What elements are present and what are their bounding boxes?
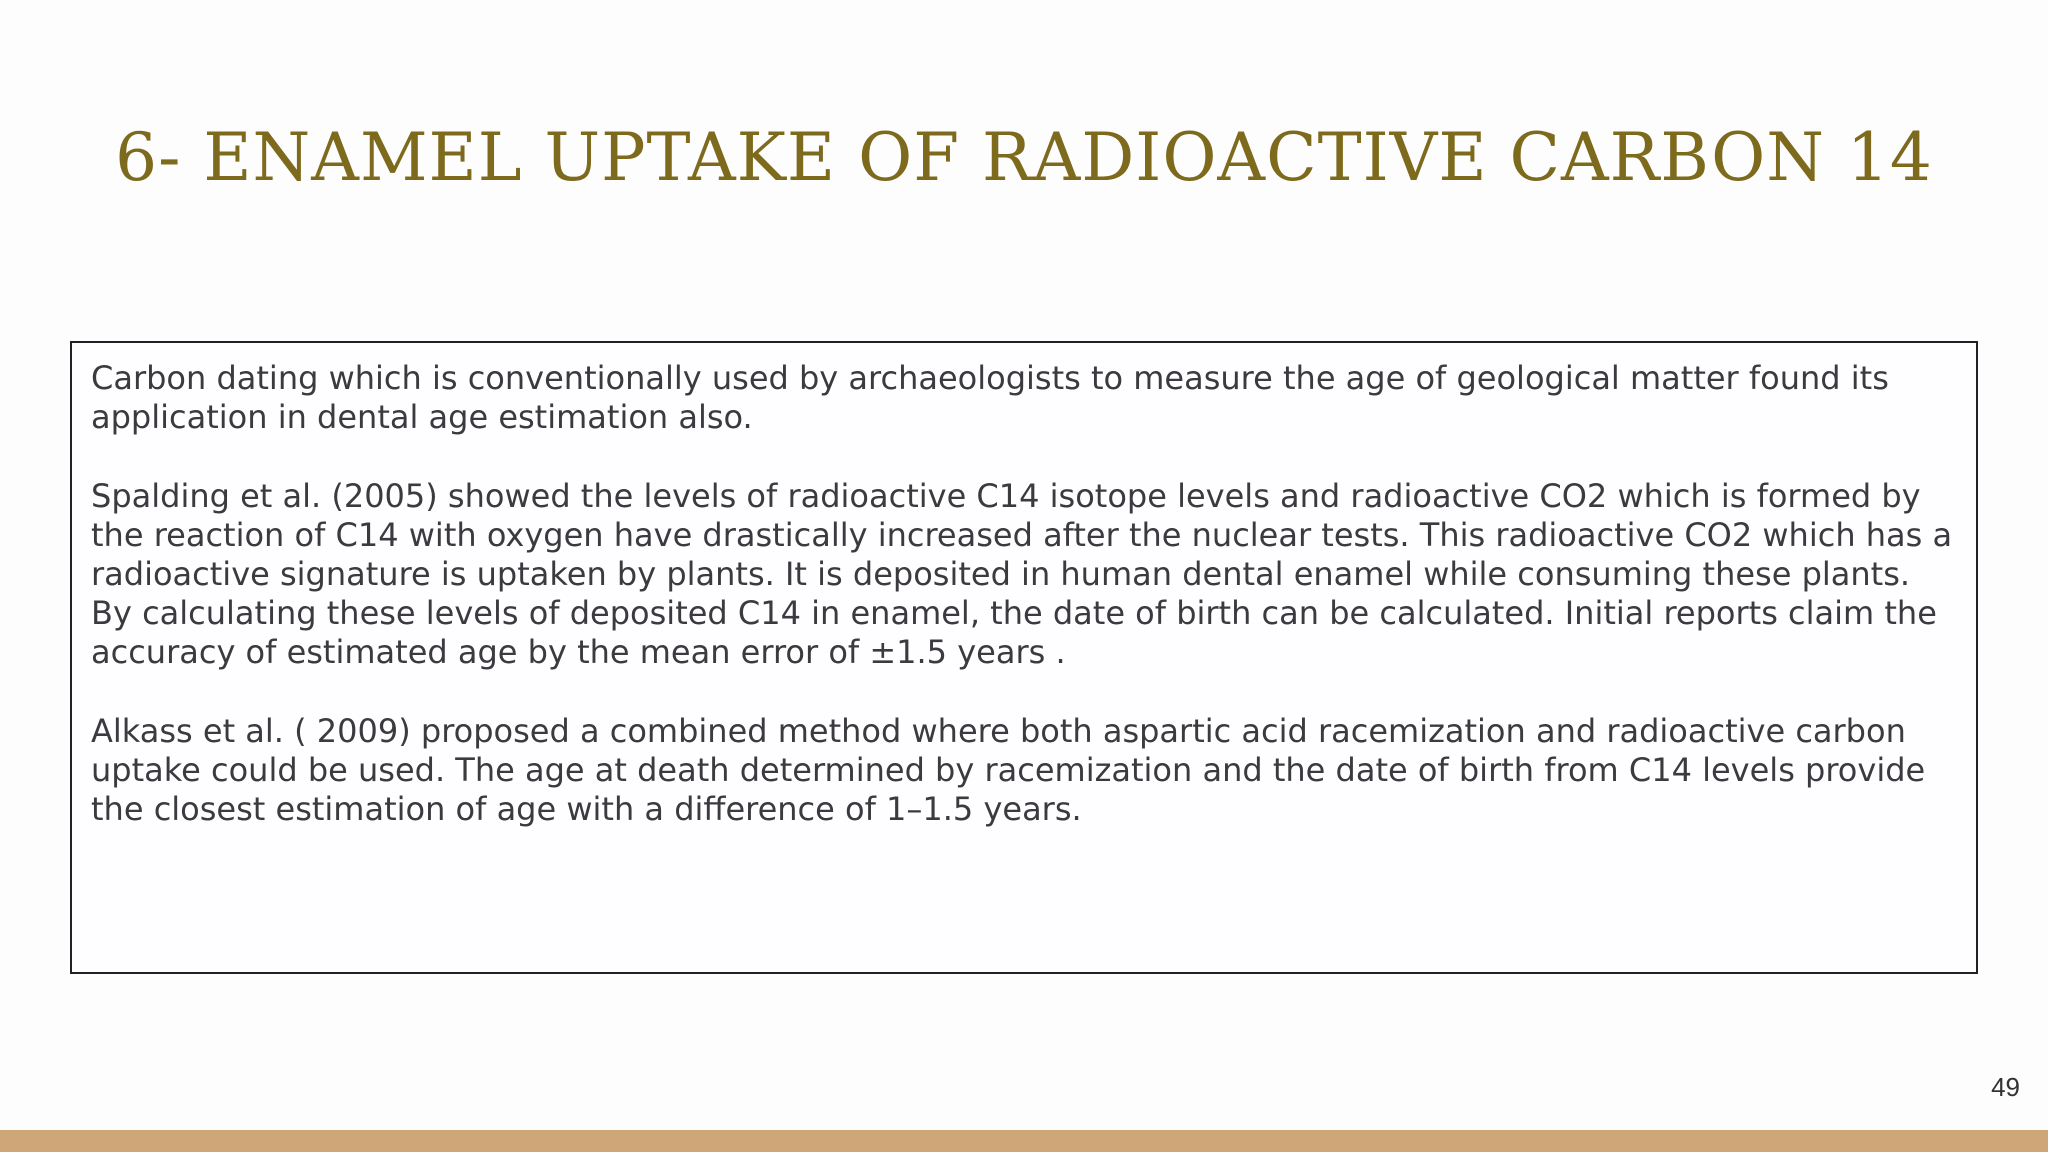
slide-title: 6- ENAMEL UPTAKE OF RADIOACTIVE CARBON 14 [115,119,1933,196]
page-number: 49 [1991,1072,2020,1102]
paragraph-alkass: Alkass et al. ( 2009) proposed a combined method where both aspartic acid racemization and radioactive carbon uptake could be used. The age at death determined by racemization and the date of birth from C14 levels provide the closest estimation of age with a difference of 1–1.5 years. [91,712,1926,828]
footer-bar [0,1130,2048,1152]
paragraph-carbon-dating: Carbon dating which is conventionally used by archaeologists to measure the age of geological matter found its application in dental age estimation also. [91,359,1889,436]
content-box [70,341,1978,974]
paragraph-spalding: Spalding et al. (2005) showed the levels of radioactive C14 isotope levels and radioactive CO2 which is formed by the reaction of C14 with oxygen have drastically increased after the nuclear tests. This radioactive CO2 which has a radioactive signature is uptaken by plants. It is deposited in human dental enamel while consuming these plants. By calculating these levels of deposited C14 in enamel, the date of birth can be calculated. Initial reports claim the accuracy of estimated age by the mean error of ±1.5 years . [91,477,1953,671]
